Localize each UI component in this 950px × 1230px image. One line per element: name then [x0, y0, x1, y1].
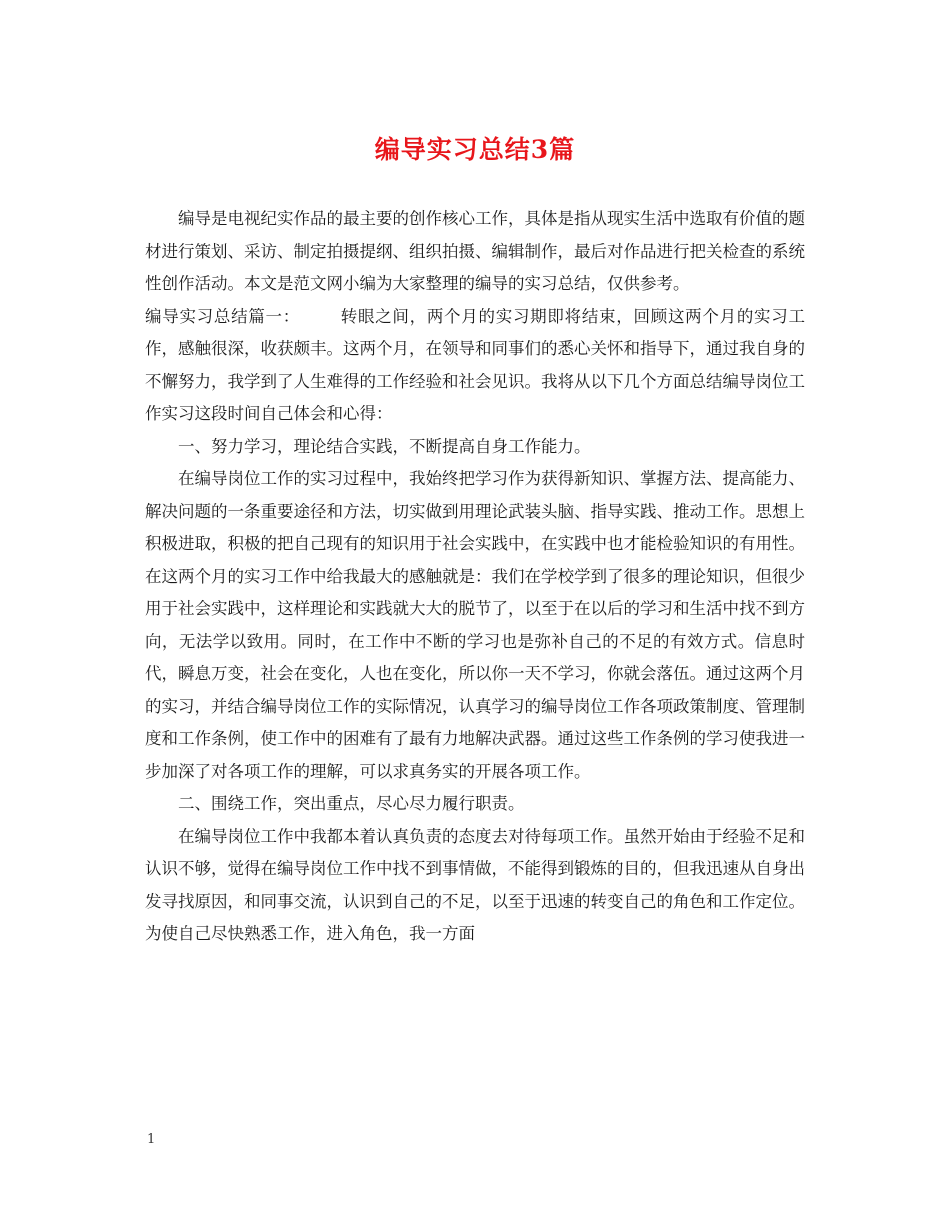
heading-one: 一、努力学习，理论结合实践，不断提高自身工作能力。: [178, 436, 591, 456]
section1-label: 编导实习总结篇一：: [145, 306, 300, 326]
section1-text: 转眼之间，两个月的实习期即将结束，回顾这两个月的实习工作，感触很深，收获颇丰。这两个月，在领导和同事们的悉心关怀和指导下，通过我自身的不懈努力，我学到了人生难得的工作经验和社会见识。我将从以下几个方面总结编导岗位工作实习这段时间自己体会和心得：: [145, 306, 806, 423]
page-number: 1: [147, 1132, 156, 1147]
document-body: [145, 203, 805, 951]
paragraph-two: 在编导岗位工作中我都本着认真负责的态度去对待每项工作。虽然开始由于经验不足和认识不够，觉得在编导岗位工作中找不到事情做，不能得到锻炼的目的，但我迅速从自身出发寻找原因，和同事交流，认识到自己的不足，以至于迅速的转变自己的角色和工作定位。为使自己尽快熟悉工作，进入角色，我一方面: [145, 826, 805, 943]
intro-paragraph: 编导是电视纪实作品的最主要的创作核心工作，具体是指从现实生活中选取有价值的题材进行策划、采访、制定拍摄提纲、组织拍摄、编辑制作，最后对作品进行把关检查的系统性创作活动。本文是范文网小编为大家整理的编导的实习总结，仅供参考。: [145, 209, 805, 293]
document-title: 编导实习总结3篇: [374, 135, 576, 164]
paragraph-one: 在编导岗位工作的实习过程中，我始终把学习作为获得新知识、掌握方法、提高能力、解决问题的一条重要途径和方法，切实做到用理论武装头脑、指导实践、推动工作。思想上积极进取，积极的把自己现有的知识用于社会实践中，在实践中也才能检验知识的有用性。在这两个月的实习工作中给我最大的感触就是：我们在学校学到了很多的理论知识，但很少用于社会实践中，这样理论和实践就大大的脱节了，以至于在以后的学习和生活中找不到方向，无法学以致用。同时，在工作中不断的学习也是弥补自己的不足的有效方式。信息时代，瞬息万变，社会在变化，人也在变化，所以你一天不学习，你就会落伍。通过这两个月的实习，并结合编导岗位工作的实际情况，认真学习的编导岗位工作各项政策制度、管理制度和工作条例，使工作中的困难有了最有力地解决武器。通过这些工作条例的学习使我进一步加深了对各项工作的理解，可以求真务实的开展各项工作。: [145, 469, 805, 781]
section1-paragraph: [145, 301, 805, 431]
heading-two: 二、围绕工作，突出重点，尽心尽力履行职责。: [178, 794, 525, 813]
